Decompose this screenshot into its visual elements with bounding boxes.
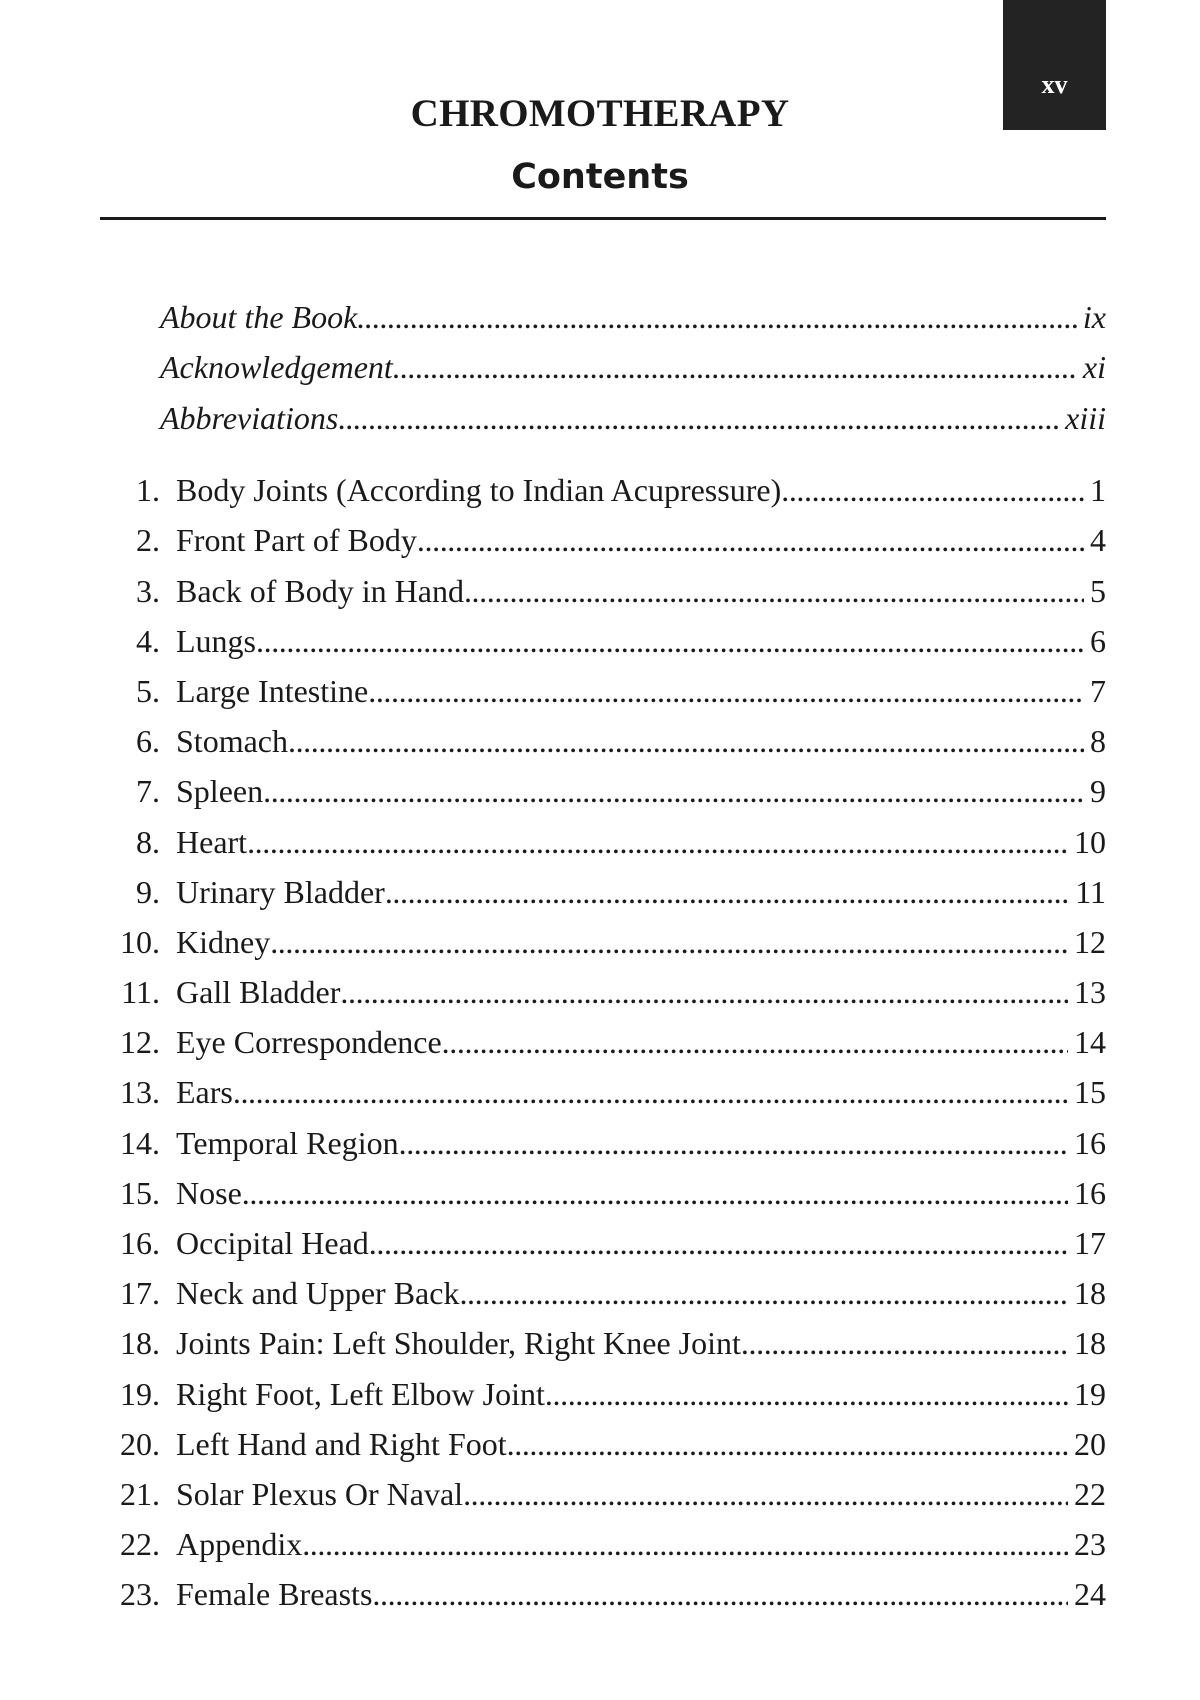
entry-number: 22. xyxy=(120,1526,160,1563)
entry-page-number: 24 xyxy=(1074,1576,1106,1613)
entry-title: Right Foot, Left Elbow Joint xyxy=(176,1375,545,1412)
toc-entry[interactable] xyxy=(100,1313,1106,1363)
toc-entry[interactable] xyxy=(100,1464,1106,1514)
entry-page-number: 18 xyxy=(1074,1275,1106,1312)
toc-entry[interactable] xyxy=(100,862,1106,912)
entry-title: Stomach xyxy=(176,723,288,760)
entry-page-number: 19 xyxy=(1074,1375,1106,1412)
dot-leader xyxy=(247,822,1068,862)
entry-number: 15. xyxy=(120,1174,160,1211)
entry-title: Kidney xyxy=(176,923,271,960)
entry-title: Ears xyxy=(176,1074,233,1111)
entry-number: 23. xyxy=(120,1576,160,1613)
front-matter-entry[interactable] xyxy=(160,387,1106,437)
entry-number: 20. xyxy=(120,1425,160,1462)
entry-number: 1. xyxy=(136,472,160,509)
entry-number: 12. xyxy=(120,1024,160,1061)
dot-leader xyxy=(399,1123,1068,1163)
dot-leader xyxy=(393,347,1077,387)
toc-entry[interactable] xyxy=(100,1112,1106,1162)
entry-page-number: 8 xyxy=(1090,723,1106,760)
toc-entry[interactable] xyxy=(100,1213,1106,1263)
toc-entry[interactable] xyxy=(100,962,1106,1012)
dot-leader xyxy=(372,1574,1068,1614)
dot-leader xyxy=(507,1424,1068,1464)
entry-title: Female Breasts xyxy=(176,1576,373,1613)
toc-entry[interactable] xyxy=(100,811,1106,861)
dot-leader xyxy=(464,571,1084,611)
entry-number: 2. xyxy=(136,522,160,559)
entry-page-number: 4 xyxy=(1090,522,1106,559)
entry-page-number: 9 xyxy=(1090,773,1106,810)
entry-title: Eye Correspondence xyxy=(176,1024,442,1061)
entry-title: Lungs xyxy=(176,622,256,659)
toc-entry[interactable] xyxy=(100,711,1106,761)
dot-leader xyxy=(288,721,1084,761)
entry-number: 5. xyxy=(136,672,160,709)
entry-number: 9. xyxy=(136,873,160,910)
book-title: CHROMOTHERAPY xyxy=(410,92,790,135)
entry-title: Neck and Upper Back xyxy=(176,1275,460,1312)
dot-leader xyxy=(357,297,1077,337)
dot-leader xyxy=(270,922,1068,962)
toc-entry[interactable] xyxy=(100,560,1106,610)
entry-page-number: 22 xyxy=(1074,1475,1106,1512)
dot-leader xyxy=(463,1474,1068,1514)
entry-page-number: 15 xyxy=(1074,1074,1106,1111)
entry-title: Left Hand and Right Foot xyxy=(176,1425,507,1462)
entry-title: Solar Plexus Or Naval xyxy=(176,1475,464,1512)
dot-leader xyxy=(340,972,1068,1012)
entry-title: Front Part of Body xyxy=(176,522,417,559)
entry-page-number: 20 xyxy=(1074,1425,1106,1462)
dot-leader xyxy=(233,1072,1068,1112)
dot-leader xyxy=(417,520,1084,560)
entry-title: Back of Body in Hand xyxy=(176,572,464,609)
entry-title: Gall Bladder xyxy=(176,974,341,1011)
toc-entry[interactable] xyxy=(100,912,1106,962)
dot-leader xyxy=(442,1022,1068,1062)
entry-page-number: 1 xyxy=(1090,472,1106,509)
dot-leader xyxy=(545,1374,1068,1414)
entry-page-number: 6 xyxy=(1090,622,1106,659)
section-title: Contents xyxy=(511,157,689,197)
toc-entry[interactable] xyxy=(100,1363,1106,1413)
entry-title: Appendix xyxy=(176,1526,303,1563)
dot-leader xyxy=(242,1173,1068,1213)
entry-page-number: 17 xyxy=(1074,1225,1106,1261)
toc-entry[interactable] xyxy=(100,1062,1106,1112)
dot-leader xyxy=(459,1273,1068,1313)
entry-number: 13. xyxy=(120,1074,160,1111)
front-matter-entry[interactable] xyxy=(160,337,1106,387)
entry-title: Temporal Region xyxy=(176,1124,399,1161)
toc-entry[interactable] xyxy=(100,1263,1106,1313)
page-number: xv xyxy=(1041,70,1068,99)
entry-page-number: 10 xyxy=(1074,823,1106,860)
entry-page-number: 12 xyxy=(1074,923,1106,960)
toc-entry[interactable] xyxy=(100,460,1106,510)
entry-page-number: 7 xyxy=(1090,672,1106,709)
entry-number: 19. xyxy=(120,1375,160,1412)
entry-page-number: 23 xyxy=(1074,1526,1106,1563)
toc-entry[interactable] xyxy=(100,1414,1106,1464)
entry-number: 16. xyxy=(120,1225,160,1261)
dot-leader xyxy=(263,771,1084,811)
entry-title: Acknowledgement xyxy=(160,349,393,386)
entry-number: 18. xyxy=(120,1325,160,1362)
entry-title: Abbreviations xyxy=(160,399,339,436)
dot-leader xyxy=(256,621,1084,661)
entry-number: 11. xyxy=(121,974,160,1011)
entry-title: Occipital Head xyxy=(176,1225,369,1261)
entry-page-number: 18 xyxy=(1074,1325,1106,1362)
entry-title: Joints Pain: Left Shoulder, Right Knee Joint xyxy=(176,1325,741,1362)
toc-entry[interactable] xyxy=(100,510,1106,560)
dot-leader xyxy=(781,470,1084,510)
dot-leader xyxy=(368,671,1084,711)
entry-number: 10. xyxy=(120,923,160,960)
toc-entry[interactable] xyxy=(100,1514,1106,1564)
entry-page-number: xi xyxy=(1082,349,1106,386)
entry-title: Large Intestine xyxy=(176,672,369,709)
entry-number: 3. xyxy=(136,572,160,609)
entry-number: 6. xyxy=(136,723,160,760)
dot-leader xyxy=(741,1323,1068,1363)
entry-title: Heart xyxy=(176,823,248,860)
toc-entry[interactable] xyxy=(100,661,1106,711)
toc-entry[interactable] xyxy=(100,1012,1106,1062)
entry-number: 7. xyxy=(136,773,160,810)
entry-number: 21. xyxy=(120,1475,160,1512)
entry-page-number: xiii xyxy=(1065,399,1106,436)
toc-entry[interactable] xyxy=(100,1163,1106,1213)
toc-entry[interactable] xyxy=(100,611,1106,661)
front-matter-list xyxy=(160,287,1106,438)
entry-number: 8. xyxy=(136,823,160,860)
title-divider xyxy=(100,217,1106,220)
front-matter-entry[interactable] xyxy=(160,287,1106,337)
toc-entry[interactable] xyxy=(100,1564,1106,1614)
entry-title: Urinary Bladder xyxy=(176,873,385,910)
entry-number: 4. xyxy=(136,622,160,659)
entry-title: Nose xyxy=(176,1174,242,1211)
entry-page-number: 5 xyxy=(1090,572,1106,609)
entry-number: 14. xyxy=(120,1124,160,1161)
entry-number: 17. xyxy=(120,1275,160,1312)
entry-title: About the Book xyxy=(160,299,358,336)
entry-title: Spleen xyxy=(176,773,264,810)
entry-page-number: 11 xyxy=(1075,873,1106,910)
dot-leader xyxy=(369,1223,1068,1263)
entry-page-number: 14 xyxy=(1074,1024,1106,1061)
entry-page-number: 13 xyxy=(1074,974,1106,1011)
entry-page-number: 16 xyxy=(1074,1124,1106,1161)
entry-page-number: ix xyxy=(1082,299,1106,336)
dot-leader xyxy=(302,1524,1068,1564)
entry-title: Body Joints (According to Indian Acupressure) xyxy=(176,472,782,509)
dot-leader xyxy=(338,398,1059,438)
toc-entry[interactable] xyxy=(100,761,1106,811)
toc-list xyxy=(100,460,1106,1614)
dot-leader xyxy=(385,872,1069,912)
entry-page-number: 16 xyxy=(1074,1174,1106,1211)
